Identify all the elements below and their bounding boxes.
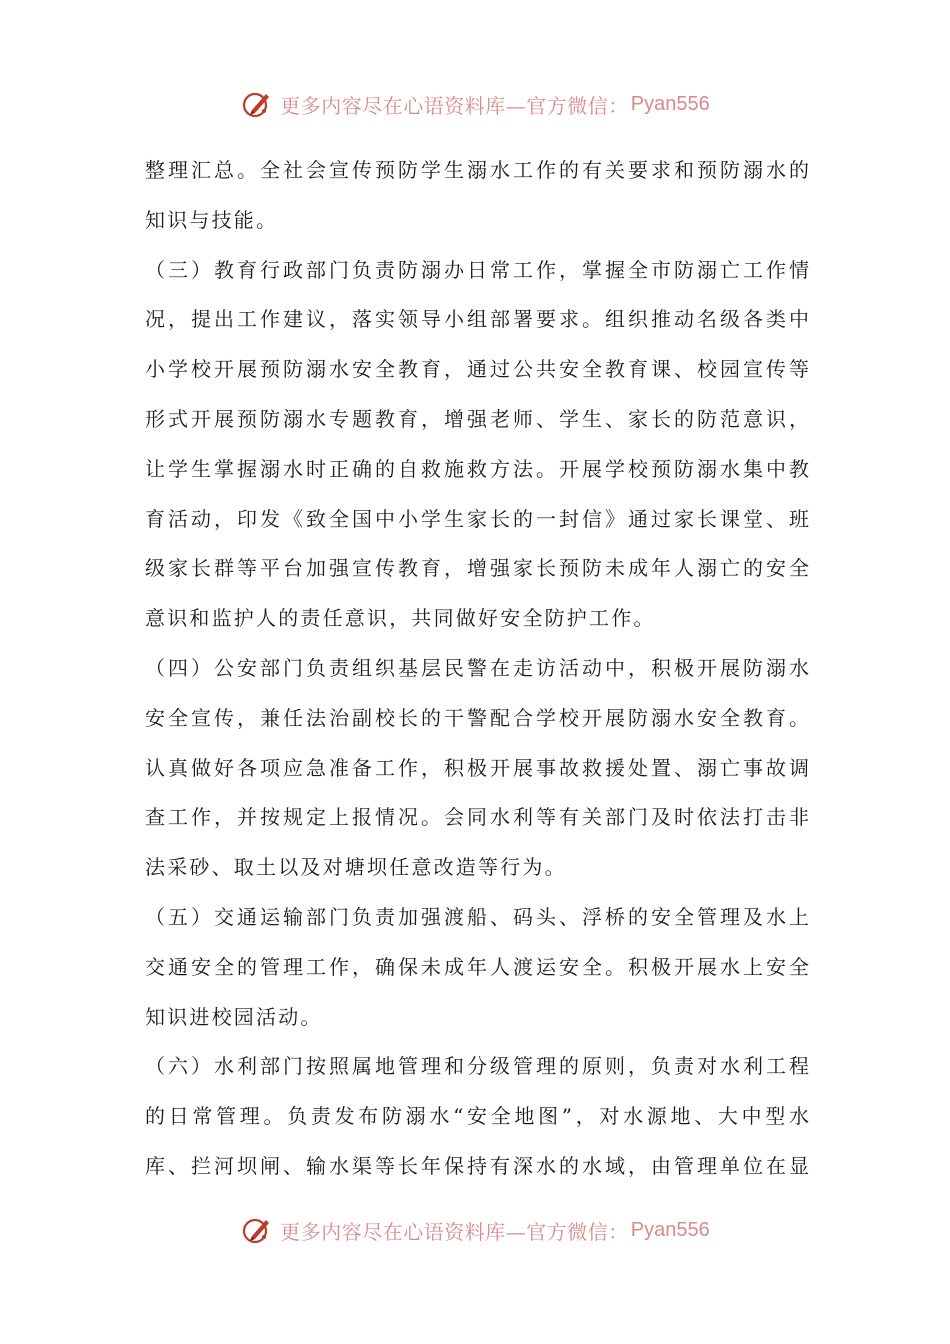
body-line: 意识和监护人的责任意识，共同做好安全防护工作。: [145, 606, 656, 631]
body-line: （六）水利部门按照属地管理和分级管理的原则，负责对水利工程: [145, 1054, 809, 1079]
watermark-handle: Pyan556: [630, 1218, 710, 1241]
body-line: 查工作，并按规定上报情况。会同水利等有关部门及时依法打击非: [145, 805, 809, 830]
watermark-handle: Pyan556: [630, 92, 710, 115]
body-line: 育活动，印发《致全国中小学生家长的一封信》通过家长课堂、班: [145, 506, 809, 531]
header-watermark: [0, 84, 950, 124]
pen-nib-circle-icon: [240, 87, 274, 121]
body-line: 交通安全的管理工作，确保未成年人渡运安全。积极开展水上安全: [145, 954, 809, 979]
body-line: 知识进校园活动。: [145, 1004, 323, 1029]
footer-watermark: [0, 1210, 950, 1250]
document-body: [145, 146, 809, 1192]
body-line: 知识与技能。: [145, 207, 279, 232]
pen-nib-circle-icon: [240, 1213, 274, 1247]
body-line: 级家长群等平台加强宣传教育，增强家长预防未成年人溺亡的安全: [145, 556, 809, 581]
watermark-site-text: 更多内容尽在心语资料库—官方微信：: [280, 1219, 629, 1244]
body-line: 法采砂、取土以及对塘坝任意改造等行为。: [145, 855, 567, 880]
body-line: （三）教育行政部门负责防溺办日常工作，掌握全市防溺亡工作情: [145, 257, 809, 282]
body-line: 安全宣传，兼任法治副校长的干警配合学校开展防溺水安全教育。: [145, 705, 809, 730]
body-line: 小学校开展预防溺水安全教育，通过公共安全教育课、校园宣传等: [145, 357, 809, 382]
body-line: 认真做好各项应急准备工作，积极开展事故救援处置、溺亡事故调: [145, 755, 809, 780]
body-line: 形式开展预防溺水专题教育，增强老师、学生、家长的防范意识，: [145, 406, 809, 431]
body-line: （五）交通运输部门负责加强渡船、码头、浮桥的安全管理及水上: [145, 904, 809, 929]
body-line: 整理汇总。全社会宣传预防学生溺水工作的有关要求和预防溺水的: [145, 158, 809, 182]
body-line: （四）公安部门负责组织基层民警在走访活动中，积极开展防溺水: [145, 655, 809, 680]
body-line: 让学生掌握溺水时正确的自救施救方法。开展学校预防溺水集中教: [145, 456, 809, 481]
watermark-site-text: 更多内容尽在心语资料库—官方微信：: [280, 93, 629, 118]
body-line: 库、拦河坝闸、输水渠等长年保持有深水的水域，由管理单位在显: [145, 1153, 809, 1178]
body-line: 况，提出工作建议，落实领导小组部署要求。组织推动名级各类中: [145, 307, 809, 332]
body-line: 的日常管理。负责发布防溺水“安全地图”，对水源地、大中型水: [145, 1104, 809, 1129]
